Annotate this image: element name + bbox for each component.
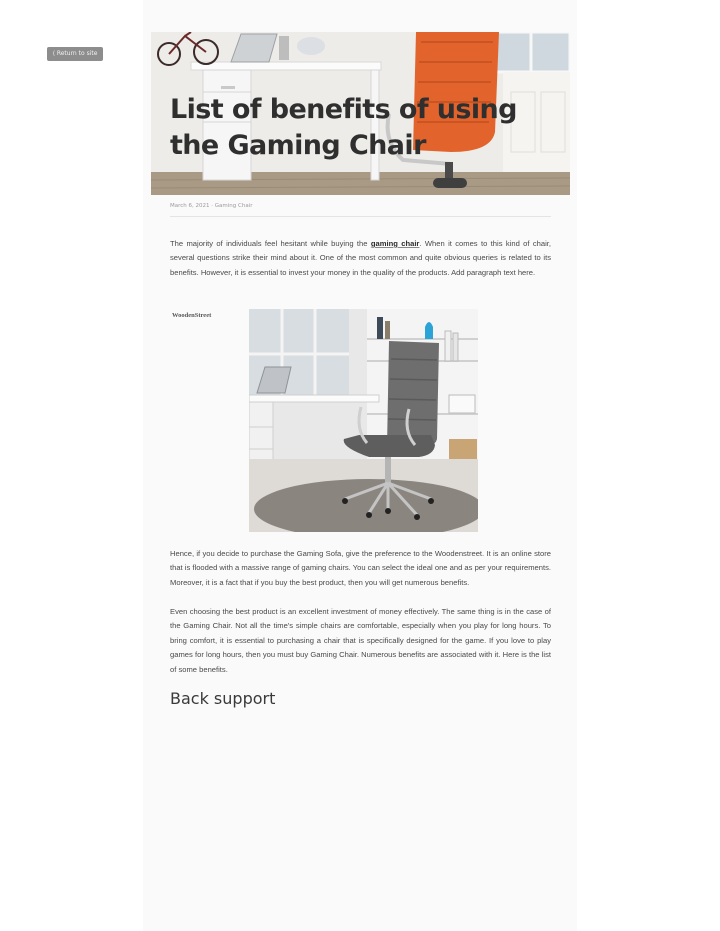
- divider: [170, 216, 551, 217]
- post-date: March 6, 2021: [170, 203, 210, 209]
- post-meta: [170, 203, 253, 209]
- body-paragraph-2: Hence, if you decide to purchase the Gaming Sofa, give the preference to the Woodenstreet. It is an online store that is flooded with a massive range of gaming chairs. You can select the ideal one and as per your requirements. Moreover, it is a fact that if you buy the best product, then you will get numerous benefits.: [170, 549, 551, 587]
- office-chair-image: [249, 309, 478, 532]
- return-to-site-button[interactable]: ⟨ Return to site: [47, 47, 103, 61]
- body-paragraph-3: Even choosing the best product is an excellent investment of money effectively. The same thing is in the case of the Gaming Chair. Not all the time's simple chairs are comfortable, especially when you play for long hours. To bring comfort, it is essential to purchasing a chair that is specifically designed for the game. If you love to play games for long hours, then you must buy Gaming Chair. Numerous benefits are associated with it. Here is the list of some benefits.: [170, 607, 551, 674]
- post-category-link[interactable]: Gaming Chair: [214, 203, 253, 209]
- chair-photo: [249, 309, 478, 532]
- meta-separator: ·: [209, 203, 215, 209]
- brand-logo: WoodenStreet: [172, 312, 212, 319]
- p1-text-before: The majority of individuals feel hesitant while buying the: [170, 239, 371, 248]
- p1-text-after: . When it comes to this kind of chair, several questions strike their mind about it. One of the most common and quite obvious queries is related to its benefits. However, it is essential to invest your money in the quality of the products. Add paragraph text here.: [170, 239, 552, 277]
- section-heading-back-support: Back support: [170, 689, 276, 708]
- intro-paragraph: [170, 237, 551, 280]
- gaming-chair-link[interactable]: gaming chair: [370, 239, 420, 248]
- hero-banner: [151, 32, 570, 195]
- page-title: List of benefits of using the Gaming Chair: [170, 94, 517, 161]
